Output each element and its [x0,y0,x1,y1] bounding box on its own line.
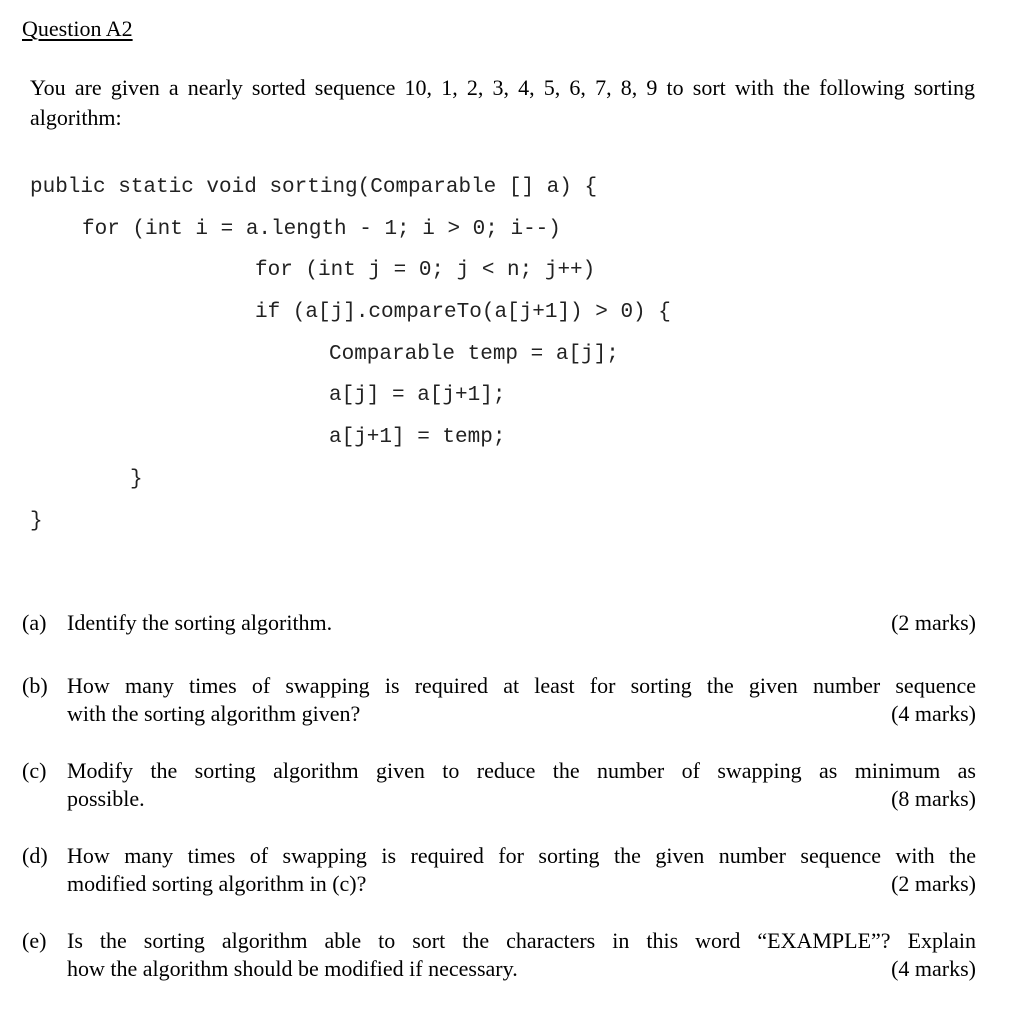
code-line: } [30,510,43,533]
code-line: for (int i = a.length - 1; i > 0; i--) [82,218,561,241]
question-text: How many times of swapping is required at least for sorting the given number sequence [67,673,976,698]
code-line: if (a[j].compareTo(a[j+1]) > 0) { [255,301,671,324]
question-label: (c) [22,758,47,783]
question-label: (b) [22,673,48,698]
question-text-continued: possible. [67,786,145,811]
code-line: Comparable temp = a[j]; [329,343,619,366]
question-text: Identify the sorting algorithm. [67,610,333,635]
code-line: a[j+1] = temp; [329,426,506,449]
code-line: for (int j = 0; j < n; j++) [255,259,596,282]
question-text: Modify the sorting algorithm given to reduce the number of swapping as minimum as [67,758,976,783]
question-label: (a) [22,610,47,635]
code-line: public static void sorting(Comparable [] a) { [30,176,598,199]
question-marks: (8 marks) [891,786,976,811]
question-marks: (2 marks) [891,610,976,635]
question-intro: You are given a nearly sorted sequence 10, 1, 2, 3, 4, 5, 6, 7, 8, 9 to sort with the following sorting algorithm: [30,75,975,130]
question-text: How many times of swapping is required for sorting the given number sequence with the [67,843,976,868]
question-text: Is the sorting algorithm able to sort the characters in this word “EXAMPLE”? Explain [67,928,976,953]
code-line: } [130,468,143,491]
question-text-continued: how the algorithm should be modified if necessary. [67,956,518,981]
code-line: a[j] = a[j+1]; [329,384,506,407]
question-text-continued: modified sorting algorithm in (c)? [67,871,367,896]
question-label: (d) [22,843,48,868]
question-marks: (4 marks) [891,956,976,981]
question-text-continued: with the sorting algorithm given? [67,701,361,726]
question-label: (e) [22,928,47,953]
question-marks: (4 marks) [891,701,976,726]
question-title: Question A2 [22,16,133,41]
question-marks: (2 marks) [891,871,976,896]
